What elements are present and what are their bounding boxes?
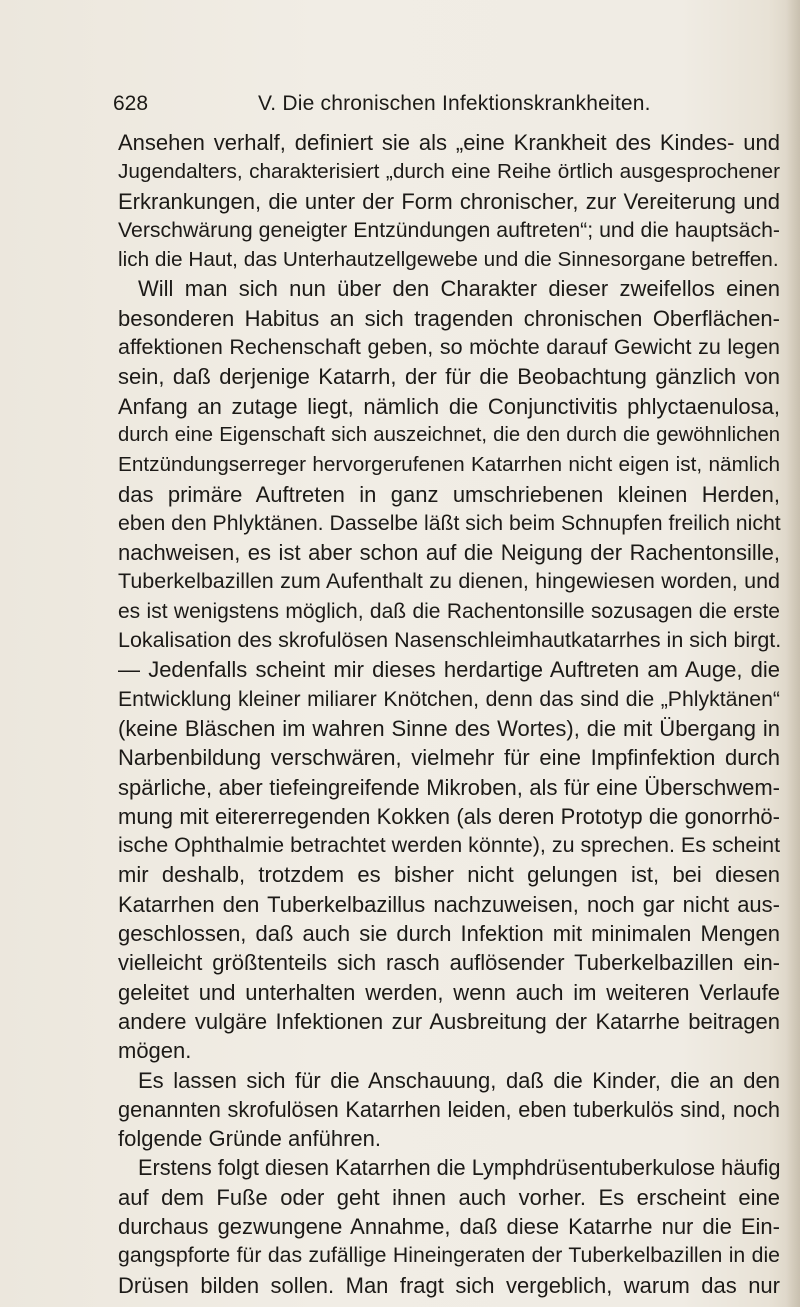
text-line: Jugendalters, charakterisiert „durch eine Reihe örtlich ausgesprochener [118,160,780,184]
text-line: Es lassen sich für die Anschauung, daß die Kinder, die an den [138,1067,780,1093]
text-line: geschlossen, daß auch sie durch Infektion mit minimalen Mengen [118,921,780,947]
body-text [118,128,780,1300]
text-line: (keine Bläschen im wahren Sinne des Wortes), die mit Übergang in [118,715,780,741]
text-line: Tuberkelbazillen zum Aufenthalt zu dienen, hingewiesen worden, und [118,569,780,594]
text-line: Drüsen bilden sollen. Man fragt sich vergeblich, warum das nur [118,1272,780,1298]
text-line: Katarrhen den Tuberkelbazillus nachzuweisen, noch gar nicht aus- [118,891,780,917]
text-line: besonderen Habitus an sich tragenden chronischen Oberflächen- [118,305,780,331]
text-line: genannten skrofulösen Katarrhen leiden, eben tuberkulös sind, noch [118,1096,780,1122]
text-line: durch eine Eigenschaft sich auszeichnet, die den durch die gewöhnlichen [118,423,780,446]
text-line: gangspforte für das zufällige Hineingeraten der Tuberkelbazillen in die [118,1243,780,1268]
page-number: 628 [113,92,149,115]
text-line: folgende Gründe anführen. [118,1126,381,1152]
text-line: mung mit eitererregenden Kokken (als deren Prototyp die gonorrhö- [118,803,780,829]
text-line: Ansehen verhalf, definiert sie als „eine Krankheit des Kindes- und [118,130,780,155]
text-line: lich die Haut, das Unterhautzellgewebe und die Sinnesorgane betreffen. [118,248,779,272]
text-line: Erstens folgt diesen Katarrhen die Lymphdrüsentuberkulose häufig [138,1155,781,1181]
text-line: nachweisen, es ist aber schon auf die Neigung der Rachentonsille, [118,540,780,566]
text-line: andere vulgäre Infektionen zur Ausbreitung der Katarrhe beitragen [118,1008,780,1034]
text-line: spärliche, aber tiefeingreifende Mikroben, als für eine Überschwem- [118,774,780,800]
text-line: Verschwärung geneigter Entzündungen auftreten“; und die hauptsäch- [118,217,780,242]
text-line: geleitet und unterhalten werden, wenn auch im weiteren Verlaufe [118,979,780,1005]
text-line: mögen. [118,1038,192,1064]
running-head: V. Die chronischen Infektionskrankheiten. [258,92,651,115]
text-line: affektionen Rechenschaft geben, so möchte darauf Gewicht zu legen [118,335,780,360]
text-line: das primäre Auftreten in ganz umschriebenen kleinen Herden, [118,481,780,507]
text-line: eben den Phlyktänen. Dasselbe läßt sich beim Schnupfen freilich nicht [118,510,781,535]
text-line: Anfang an zutage liegt, nämlich die Conjunctivitis phlyctaenulosa, [118,393,780,419]
page-header [113,92,773,120]
text-line: — Jedenfalls scheint mir dieses herdartige Auftreten am Auge, die [118,657,780,683]
text-line: Lokalisation des skrofulösen Nasenschleimhautkatarrhes in sich birgt. [118,628,782,653]
text-line: sein, daß derjenige Katarrh, der für die Beobachtung gänzlich von [118,364,780,390]
text-line: es ist wenigstens möglich, daß die Rachentonsille sozusagen die erste [118,599,780,623]
text-line: mir deshalb, trotzdem es bisher nicht gelungen ist, bei diesen [118,862,780,888]
text-line: durchaus gezwungene Annahme, daß diese Katarrhe nur die Ein- [118,1213,780,1239]
text-line: auf dem Fuße oder geht ihnen auch vorher. Es erscheint eine [118,1184,780,1210]
text-line: Narbenbildung verschwären, vielmehr für eine Impfinfektion durch [118,745,780,771]
text-line: Entzündungserreger hervorgerufenen Katarrhen nicht eigen ist, nämlich [118,453,780,477]
page-edge-shadow [786,0,800,1307]
text-line: Entwicklung kleiner miliarer Knötchen, denn das sind die „Phlyktänen“ [118,686,780,711]
text-line: Will man sich nun über den Charakter dieser zweifellos einen [138,276,780,302]
text-line: vielleicht größtenteils sich rasch auflösender Tuberkelbazillen ein- [118,950,780,976]
text-line: Erkrankungen, die unter der Form chronischer, zur Vereiterung und [118,188,780,214]
text-line: ische Ophthalmie betrachtet werden könnte), zu sprechen. Es scheint [118,833,781,858]
